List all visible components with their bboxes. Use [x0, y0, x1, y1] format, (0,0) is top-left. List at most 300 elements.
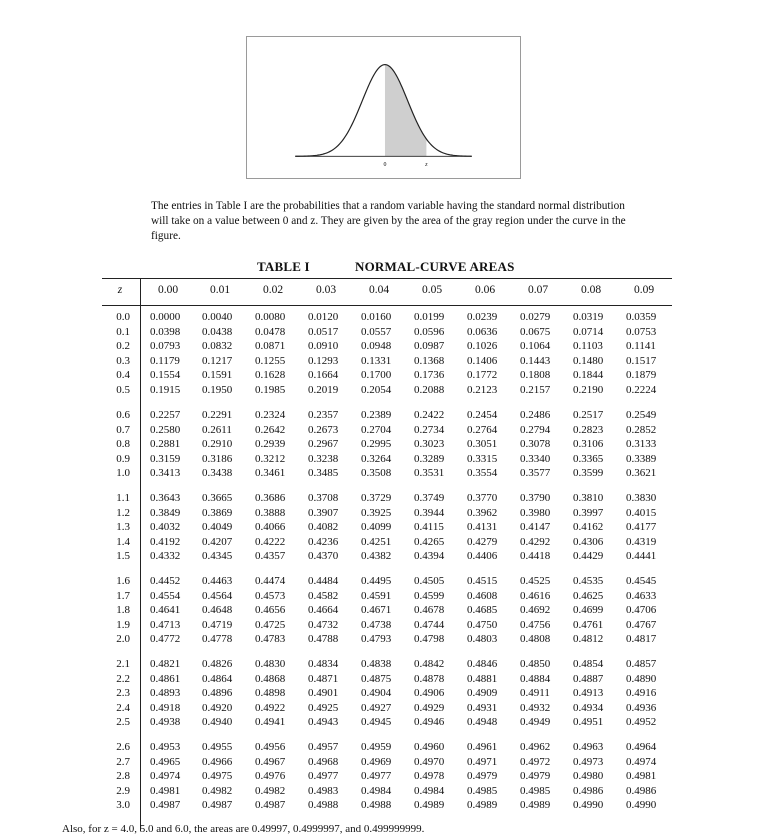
- table-row: [0, 325, 778, 340]
- table-cell: 0.4671: [361, 604, 392, 617]
- table-cell: 0.3186: [202, 452, 233, 465]
- table-cell: 0.4884: [520, 672, 551, 685]
- table-cell: 0.4893: [150, 687, 181, 700]
- table-cell: 0.4925: [308, 701, 339, 714]
- column-header: 0.06: [474, 284, 496, 296]
- mean-label: 0: [383, 162, 387, 169]
- table-cell: 0.4032: [150, 521, 181, 534]
- z-value: 1.6: [116, 575, 130, 587]
- table-cell: 0.4474: [255, 575, 286, 587]
- table-cell: 0.1480: [573, 354, 604, 367]
- table-cell: 0.0753: [626, 325, 657, 338]
- table-cell: 0.4131: [467, 521, 498, 534]
- table-cell: 0.4987: [255, 799, 286, 812]
- table-row: [0, 408, 778, 423]
- table-cell: 0.3621: [626, 467, 657, 480]
- table-cell: 0.4970: [414, 755, 445, 768]
- table-top-rule: [102, 278, 672, 279]
- table-cell: 0.4821: [150, 658, 181, 670]
- table-cell: 0.4929: [414, 701, 445, 714]
- table-cell: 0.4952: [626, 716, 657, 729]
- table-cell: 0.4987: [150, 799, 181, 812]
- table-cell: 0.4692: [520, 604, 551, 617]
- table-cell: 0.3869: [202, 506, 233, 519]
- table-cell: 0.4988: [361, 799, 392, 812]
- table-cell: 0.1217: [202, 354, 233, 367]
- table-row: [0, 535, 778, 550]
- table-cell: 0.4940: [202, 716, 233, 729]
- table-cell: 0.4394: [414, 550, 445, 563]
- table-cell: 0.4099: [361, 521, 392, 534]
- table-cell: 0.4793: [361, 633, 392, 646]
- table-cell: 0.4082: [308, 521, 339, 534]
- table-cell: 0.4788: [308, 633, 339, 646]
- z-value: 1.3: [116, 521, 130, 534]
- table-row: [0, 657, 778, 672]
- table-row: [0, 686, 778, 701]
- table-footnote: Also, for z = 4.0, 5.0 and 6.0, the areas are 0.49997, 0.4999997, and 0.499999999.: [62, 823, 425, 835]
- table-cell: 0.4956: [255, 741, 286, 753]
- table-cell: 0.1517: [626, 354, 657, 367]
- table-cell: 0.3790: [520, 492, 551, 504]
- z-value: 2.0: [116, 633, 130, 646]
- table-cell: 0.4913: [573, 687, 604, 700]
- table-cell: 0.4911: [520, 687, 550, 700]
- table-cell: 0.4808: [520, 633, 551, 646]
- table-cell: 0.4959: [361, 741, 392, 753]
- table-cell: 0.4332: [150, 550, 181, 563]
- table-cell: 0.4744: [414, 618, 445, 631]
- column-header: 0.05: [421, 284, 443, 296]
- table-cell: 0.3749: [414, 492, 445, 504]
- table-cell: 0.4463: [202, 575, 233, 587]
- table-cell: 0.2549: [626, 409, 657, 421]
- table-cell: 0.4591: [361, 589, 392, 602]
- table-row: [0, 769, 778, 784]
- table-cell: 0.4984: [414, 784, 445, 797]
- table-cell: 0.4932: [520, 701, 551, 714]
- table-cell: 0.3554: [467, 467, 498, 480]
- table-cell: 0.0040: [202, 311, 233, 323]
- table-cell: 0.2019: [308, 383, 339, 396]
- table-cell: 0.4279: [467, 535, 498, 548]
- table-cell: 0.1736: [414, 369, 445, 382]
- table-cell: 0.4982: [255, 784, 286, 797]
- table-cell: 0.4685: [467, 604, 498, 617]
- table-cell: 0.4969: [361, 755, 392, 768]
- table-cell: 0.4965: [150, 755, 181, 768]
- table-cell: 0.4918: [150, 701, 181, 714]
- table-row: [0, 549, 778, 564]
- table-cell: 0.2454: [467, 409, 498, 421]
- table-cell: 0.0359: [626, 311, 657, 323]
- table-cell: 0.4961: [467, 741, 498, 753]
- table-cell: 0.4922: [255, 701, 286, 714]
- table-cell: 0.4418: [520, 550, 551, 563]
- table-cell: 0.4987: [202, 799, 233, 812]
- table-cell: 0.4974: [626, 755, 657, 768]
- table-cell: 0.0199: [414, 311, 445, 323]
- table-cell: 0.1591: [202, 369, 233, 382]
- table-cell: 0.4857: [626, 658, 657, 670]
- table-cell: 0.4941: [255, 716, 286, 729]
- table-cell: 0.3508: [361, 467, 392, 480]
- table-cell: 0.0675: [520, 325, 551, 338]
- z-value: 1.0: [116, 467, 130, 480]
- table-row: [0, 354, 778, 369]
- table-row: [0, 798, 778, 813]
- table-cell: 0.4986: [573, 784, 604, 797]
- table-cell: 0.4719: [202, 618, 233, 631]
- table-cell: 0.3315: [467, 452, 498, 465]
- z-value: 2.6: [116, 741, 130, 753]
- table-cell: 0.4678: [414, 604, 445, 617]
- table-cell: 0.0279: [520, 311, 551, 323]
- table-cell: 0.3665: [202, 492, 233, 504]
- table-cell: 0.1179: [150, 354, 180, 367]
- table-cell: 0.4767: [626, 618, 657, 631]
- table-cell: 0.4979: [467, 770, 498, 783]
- table-row: [0, 574, 778, 589]
- table-cell: 0.4382: [361, 550, 392, 563]
- table-cell: 0.4812: [573, 633, 604, 646]
- table-cell: 0.4265: [414, 535, 445, 548]
- table-cell: 0.4864: [202, 672, 233, 685]
- table-row: [0, 339, 778, 354]
- table-row: [0, 506, 778, 521]
- table-cell: 0.4319: [626, 535, 657, 548]
- table-cell: 0.4406: [467, 550, 498, 563]
- table-cell: 0.0517: [308, 325, 339, 338]
- table-cell: 0.4887: [573, 672, 604, 685]
- table-cell: 0.0596: [414, 325, 445, 338]
- table-cell: 0.1950: [202, 383, 233, 396]
- table-cell: 0.3531: [414, 467, 445, 480]
- table-cell: 0.4236: [308, 535, 339, 548]
- table-row: [0, 383, 778, 398]
- table-cell: 0.1368: [414, 354, 445, 367]
- table-cell: 0.3849: [150, 506, 181, 519]
- z-value: 1.8: [116, 604, 130, 617]
- table-cell: 0.4943: [308, 716, 339, 729]
- table-cell: 0.4990: [626, 799, 657, 812]
- table-cell: 0.2611: [202, 423, 232, 436]
- z-value: 1.7: [116, 589, 130, 602]
- table-cell: 0.2357: [308, 409, 339, 421]
- table-cell: 0.2939: [255, 438, 286, 451]
- table-cell: 0.4761: [573, 618, 604, 631]
- table-cell: 0.0832: [202, 340, 233, 353]
- table-cell: 0.4803: [467, 633, 498, 646]
- table-cell: 0.4706: [626, 604, 657, 617]
- table-cell: 0.1406: [467, 354, 498, 367]
- table-cell: 0.4564: [202, 589, 233, 602]
- table-cell: 0.4357: [255, 550, 286, 563]
- table-row: [0, 618, 778, 633]
- table-cell: 0.0871: [255, 340, 286, 353]
- z-label: z: [425, 162, 428, 169]
- table-cell: 0.2580: [150, 423, 181, 436]
- table-cell: 0.4920: [202, 701, 233, 714]
- z-value: 0.1: [116, 325, 130, 338]
- table-cell: 0.0948: [361, 340, 392, 353]
- table-cell: 0.4554: [150, 589, 181, 602]
- table-cell: 0.2190: [573, 383, 604, 396]
- table-cell: 0.4989: [414, 799, 445, 812]
- z-value: 0.6: [116, 409, 130, 421]
- table-cell: 0.3599: [573, 467, 604, 480]
- table-cell: 0.0636: [467, 325, 498, 338]
- z-value: 2.2: [116, 672, 130, 685]
- z-value: 0.2: [116, 340, 130, 353]
- table-cell: 0.4732: [308, 618, 339, 631]
- z-value: 1.4: [116, 535, 130, 548]
- table-cell: 0.4573: [255, 589, 286, 602]
- table-cell: 0.4878: [414, 672, 445, 685]
- table-cell: 0.3643: [150, 492, 181, 504]
- z-value: 0.3: [116, 354, 130, 367]
- table-cell: 0.4977: [308, 770, 339, 783]
- z-value: 3.0: [116, 799, 130, 812]
- row-group: [0, 574, 778, 647]
- table-cell: 0.4949: [520, 716, 551, 729]
- table-cell: 0.4909: [467, 687, 498, 700]
- table-cell: 0.4452: [150, 575, 181, 587]
- table-row: [0, 755, 778, 770]
- table-cell: 0.4429: [573, 550, 604, 563]
- z-value: 0.8: [116, 438, 130, 451]
- table-cell: 0.4207: [202, 535, 233, 548]
- table-cell: 0.4960: [414, 741, 445, 753]
- table-cell: 0.4972: [520, 755, 551, 768]
- table-cell: 0.4986: [626, 784, 657, 797]
- table-cell: 0.4968: [308, 755, 339, 768]
- table-cell: 0.4868: [255, 672, 286, 685]
- table-cell: 0.4713: [150, 618, 181, 631]
- table-cell: 0.4953: [150, 741, 181, 753]
- table-cell: 0.4049: [202, 521, 233, 534]
- table-cell: 0.4982: [202, 784, 233, 797]
- table-cell: 0.4957: [308, 741, 339, 753]
- table-cell: 0.1700: [361, 369, 392, 382]
- table-cell: 0.4938: [150, 716, 181, 729]
- table-cell: 0.0160: [361, 311, 392, 323]
- table-cell: 0.4633: [626, 589, 657, 602]
- table-cell: 0.4966: [202, 755, 233, 768]
- table-cell: 0.0120: [308, 311, 339, 323]
- table-row: [0, 310, 778, 325]
- table-cell: 0.4756: [520, 618, 551, 631]
- table-cell: 0.1772: [467, 369, 498, 382]
- z-value: 2.4: [116, 701, 130, 714]
- table-cell: 0.4951: [573, 716, 604, 729]
- table-cell: 0.3238: [308, 452, 339, 465]
- z-value: 2.3: [116, 687, 130, 700]
- table-cell: 0.4861: [150, 672, 181, 685]
- table-cell: 0.4495: [361, 575, 392, 587]
- table-cell: 0.3708: [308, 492, 339, 504]
- table-cell: 0.2224: [626, 383, 657, 396]
- table-row: [0, 672, 778, 687]
- table-cell: 0.4981: [626, 770, 657, 783]
- table-cell: 0.1443: [520, 354, 551, 367]
- table-cell: 0.4890: [626, 672, 657, 685]
- table-cell: 0.4306: [573, 535, 604, 548]
- z-value: 2.7: [116, 755, 130, 768]
- table-cell: 0.1255: [255, 354, 286, 367]
- table-cell: 0.4292: [520, 535, 551, 548]
- table-cell: 0.4916: [626, 687, 657, 700]
- table-cell: 0.3485: [308, 467, 339, 480]
- table-cell: 0.4441: [626, 550, 657, 563]
- table-cell: 0.3810: [573, 492, 604, 504]
- table-cell: 0.3830: [626, 492, 657, 504]
- table-cell: 0.1628: [255, 369, 286, 382]
- table-cell: 0.4015: [626, 506, 657, 519]
- table-cell: 0.0080: [255, 311, 286, 323]
- table-cell: 0.4222: [255, 535, 286, 548]
- table-cell: 0.4973: [573, 755, 604, 768]
- table-cell: 0.3888: [255, 506, 286, 519]
- table-cell: 0.3577: [520, 467, 551, 480]
- table-subtitle: NORMAL-CURVE AREAS: [355, 259, 515, 274]
- table-caption: The entries in Table I are the probabilities that a random variable having the standard normal distribution will take on a value between 0 and z. They are given by the area of the gray region under the curve in the figure.: [151, 200, 626, 242]
- table-cell: 0.4904: [361, 687, 392, 700]
- table-cell: 0.2389: [361, 409, 392, 421]
- table-cell: 0.3078: [520, 438, 551, 451]
- table-cell: 0.0319: [573, 311, 604, 323]
- column-header: 0.03: [315, 284, 337, 296]
- table-cell: 0.4750: [467, 618, 498, 631]
- table-cell: 0.4798: [414, 633, 445, 646]
- table-cell: 0.2673: [308, 423, 339, 436]
- table-cell: 0.2642: [255, 423, 286, 436]
- table-cell: 0.4738: [361, 618, 392, 631]
- z-header: z: [117, 284, 123, 296]
- table-title: TABLE I: [257, 259, 310, 274]
- table-cell: 0.4066: [255, 521, 286, 534]
- table-cell: 0.0714: [573, 325, 604, 338]
- table-cell: 0.2881: [150, 438, 181, 451]
- table-cell: 0.3051: [467, 438, 498, 451]
- normal-curve-figure: [246, 36, 521, 179]
- column-header-row: [0, 284, 778, 300]
- table-cell: 0.4850: [520, 658, 551, 670]
- table-row: [0, 632, 778, 647]
- column-header: 0.09: [633, 284, 655, 296]
- table-cell: 0.4988: [308, 799, 339, 812]
- table-cell: 0.4934: [573, 701, 604, 714]
- table-cell: 0.1879: [626, 369, 657, 382]
- table-cell: 0.4817: [626, 633, 657, 646]
- table-cell: 0.4975: [202, 770, 233, 783]
- table-cell: 0.4846: [467, 658, 498, 670]
- table-cell: 0.3997: [573, 506, 604, 519]
- table-cell: 0.2157: [520, 383, 551, 396]
- table-cell: 0.3438: [202, 467, 233, 480]
- table-cell: 0.3907: [308, 506, 339, 519]
- table-row: [0, 715, 778, 730]
- table-cell: 0.4962: [520, 741, 551, 753]
- table-cell: 0.4525: [520, 575, 551, 587]
- table-cell: 0.4976: [255, 770, 286, 783]
- table-cell: 0.0987: [414, 340, 445, 353]
- column-header: 0.08: [580, 284, 602, 296]
- z-value: 1.5: [116, 550, 130, 563]
- table-cell: 0.4582: [308, 589, 339, 602]
- table-cell: 0.4901: [308, 687, 339, 700]
- row-group: [0, 491, 778, 564]
- table-cell: 0.4535: [573, 575, 604, 587]
- table-cell: 0.4980: [573, 770, 604, 783]
- table-cell: 0.0478: [255, 325, 286, 338]
- table-cell: 0.4981: [150, 784, 181, 797]
- table-cell: 0.4967: [255, 755, 286, 768]
- table-cell: 0.1103: [573, 340, 603, 353]
- table-cell: 0.4964: [626, 741, 657, 753]
- table-cell: 0.1664: [308, 369, 339, 382]
- table-cell: 0.4772: [150, 633, 181, 646]
- table-cell: 0.4641: [150, 604, 181, 617]
- table-cell: 0.1331: [361, 354, 392, 367]
- table-cell: 0.4854: [573, 658, 604, 670]
- table-cell: 0.4896: [202, 687, 233, 700]
- table-cell: 0.0438: [202, 325, 233, 338]
- table-cell: 0.0398: [150, 325, 181, 338]
- table-cell: 0.3461: [255, 467, 286, 480]
- table-cell: 0.4983: [308, 784, 339, 797]
- row-group: [0, 310, 778, 398]
- table-cell: 0.1554: [150, 369, 181, 382]
- table-cell: 0.4906: [414, 687, 445, 700]
- table-cell: 0.4664: [308, 604, 339, 617]
- table-cell: 0.2088: [414, 383, 445, 396]
- z-value: 0.5: [116, 383, 130, 396]
- table-cell: 0.4945: [361, 716, 392, 729]
- table-cell: 0.2852: [626, 423, 657, 436]
- column-header: 0.04: [368, 284, 390, 296]
- table-cell: 0.3962: [467, 506, 498, 519]
- table-cell: 0.4989: [520, 799, 551, 812]
- table-cell: 0.2054: [361, 383, 392, 396]
- table-cell: 0.4616: [520, 589, 551, 602]
- table-cell: 0.4842: [414, 658, 445, 670]
- table-cell: 0.4838: [361, 658, 392, 670]
- z-value: 1.2: [116, 506, 130, 519]
- table-cell: 0.2967: [308, 438, 339, 451]
- column-header: 0.00: [157, 284, 179, 296]
- table-cell: 0.2486: [520, 409, 551, 421]
- normal-curve: [295, 65, 471, 157]
- table-cell: 0.4989: [467, 799, 498, 812]
- table-cell: 0.2324: [255, 409, 286, 421]
- table-row: [0, 466, 778, 481]
- table-cell: 0.3264: [361, 452, 392, 465]
- table-cell: 0.4990: [573, 799, 604, 812]
- table-cell: 0.4946: [414, 716, 445, 729]
- table-cell: 0.2517: [573, 409, 604, 421]
- table-cell: 0.4974: [150, 770, 181, 783]
- normal-curve-svg: [247, 37, 520, 178]
- z-value: 0.9: [116, 452, 130, 465]
- table-row: [0, 603, 778, 618]
- table-cell: 0.1808: [520, 369, 551, 382]
- table-cell: 0.3389: [626, 452, 657, 465]
- table-cell: 0.4345: [202, 550, 233, 563]
- column-header: 0.07: [527, 284, 549, 296]
- column-header: 0.01: [209, 284, 231, 296]
- table-row: [0, 520, 778, 535]
